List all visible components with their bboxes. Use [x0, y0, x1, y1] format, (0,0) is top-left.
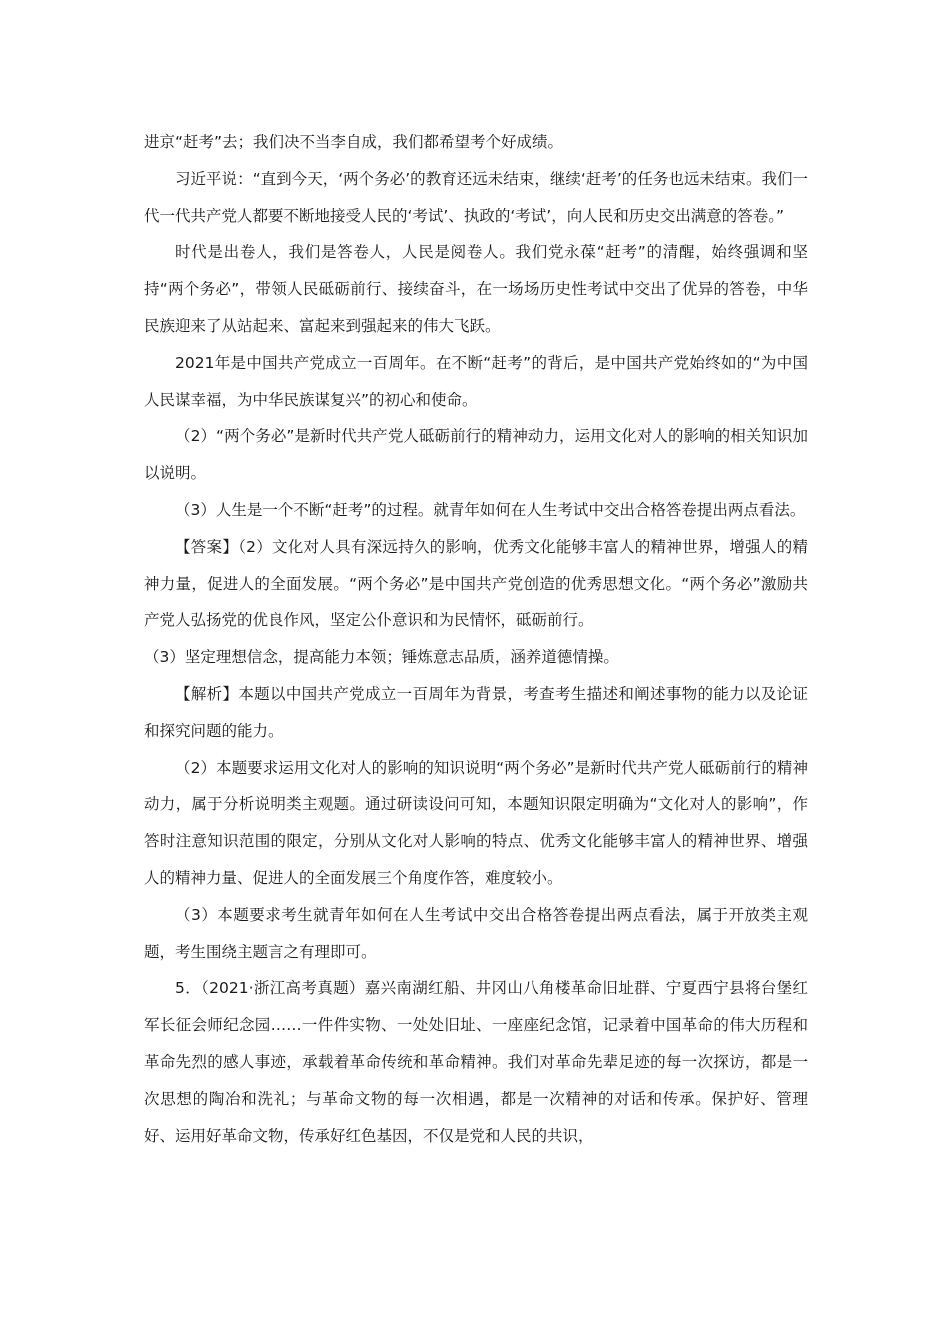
paragraph-xi-quote: 习近平说：“直到今天，‘两个务必’的教育还远未结束，继续‘赶考’的任务也远未结束。我们一代一代共产党人都要不断地接受人民的‘考试’、执政的‘考试’，向人民和历史交出满意的答卷。”: [144, 169, 808, 225]
question-2: （2）“两个务必”是新时代共产党人砥砺前行的精神动力，运用文化对人的影响的相关知识加以说明。: [144, 427, 808, 483]
question-5: 5．（2021·浙江高考真题）嘉兴南湖红船、井冈山八角楼革命旧址群、宁夏西宁县将台堡红军长征会师纪念园……一件件实物、一处处旧址、一座座纪念馆，记录着中国革命的伟大历程和革命先烈的感人事迹，承载着革命传统和革命精神。我们对革命先辈足迹的每一次探访，都是一次思想的陶冶和洗礼；与革命文物的每一次相遇，都是一次精神的对话和传承。保护好、管理好、运用好革命文物，传承好红色基因，不仅是党和人民的共识，: [144, 979, 808, 1145]
paragraph-centenary: 2021年是中国共产党成立一百周年。在不断“赶考”的背后，是中国共产党始终如的“为中国人民谋幸福，为中华民族谋复兴”的初心和使命。: [144, 353, 808, 409]
analysis-2: （2）本题要求运用文化对人的影响的知识说明“两个务必”是新时代共产党人砥砺前行的精神动力，属于分析说明类主观题。通过研读设问可知，本题知识限定明确为“文化对人的影响”，作答时注意知识范围的限定，分别从文化对人影响的特点、优秀文化能够丰富人的精神世界、增强人的精神力量、促进人的全面发展三个角度作答，难度较小。: [144, 758, 808, 887]
question-3: （3）人生是一个不断“赶考”的过程。就青年如何在人生考试中交出合格答卷提出两点看法。: [175, 500, 806, 519]
paragraph-era-exam: 时代是出卷人，我们是答卷人，人民是阅卷人。我们党永葆“赶考”的清醒，始终强调和坚持“两个务必”，带领人民砥砺前行、接续奋斗，在一场场历史性考试中交出了优异的答卷，中华民族迎来了从站起来、富起来到强起来的伟大飞跃。: [144, 243, 808, 335]
paragraph-continuation: 进京“赶考”去；我们决不当李自成，我们都希望考个好成绩。: [144, 133, 564, 151]
analysis-3: （3）本题要求考生就青年如何在人生考试中交出合格答卷提出两点看法，属于开放类主观题，考生围绕主题言之有理即可。: [144, 905, 808, 961]
answer-3: （3）坚定理想信念，提高能力本领；锤炼意志品质，涵养道德情操。: [144, 648, 619, 667]
analysis-section: 【解析】本题以中国共产党成立一百周年为背景，考查考生描述和阐述事物的能力以及论证和探究问题的能力。: [144, 684, 808, 740]
answer-section: 【答案】（2）文化对人具有深远持久的影响，优秀文化能够丰富人的精神世界，增强人的精神力量，促进人的全面发展。“两个务必”是中国共产党创造的优秀思想文化。“两个务必”激励共产党人弘扬党的优良作风，坚定公仆意识和为民情怀，砥砺前行。: [144, 537, 808, 630]
document-body: [144, 124, 808, 1154]
